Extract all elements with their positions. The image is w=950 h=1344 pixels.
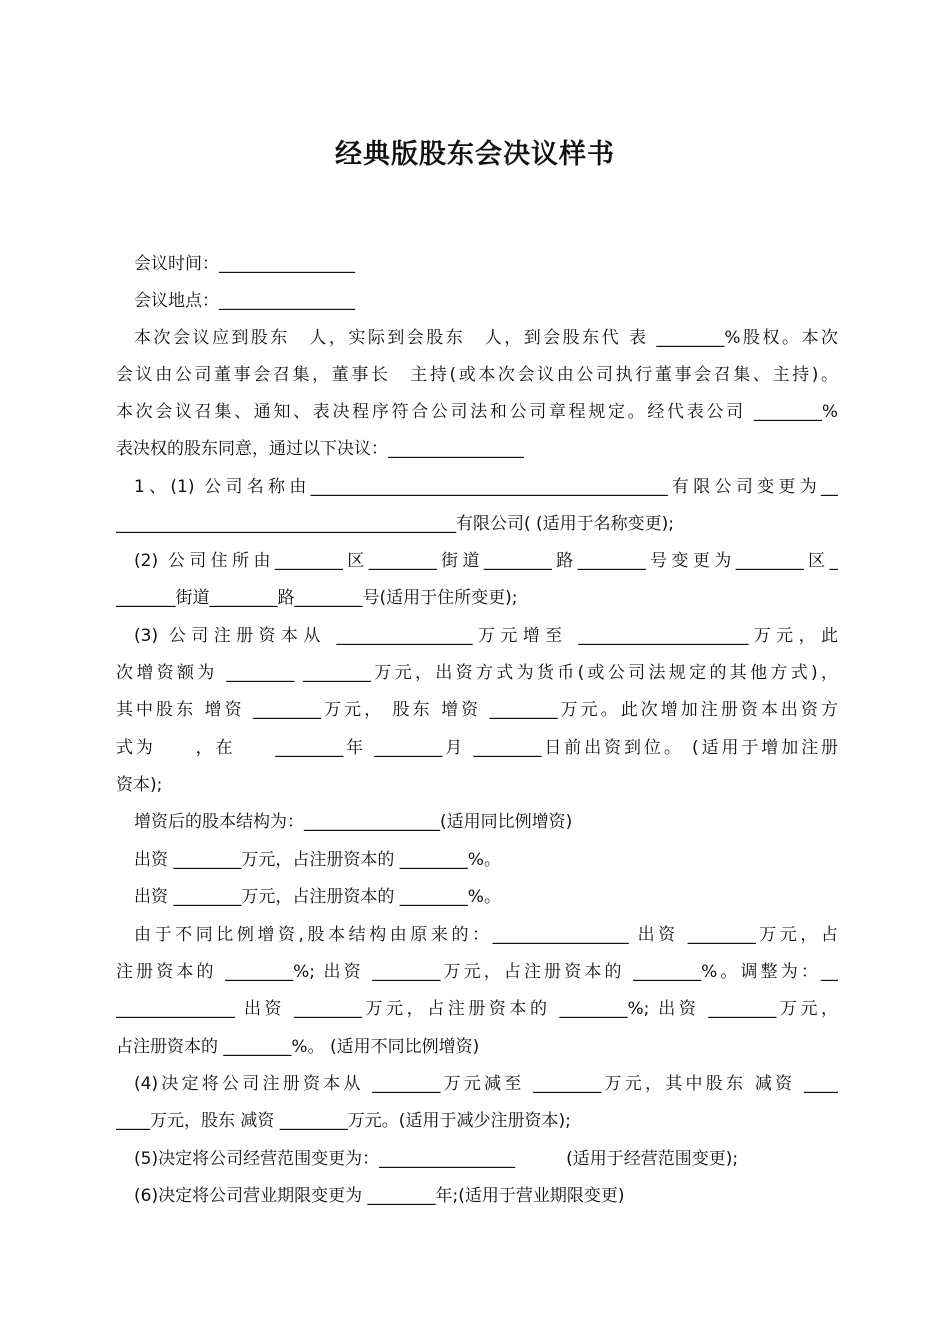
unequal-increase-line: 注册资本的 ________%; 出资 ________万元，占注册资本的 ________%。调整为：__ (116, 962, 838, 982)
resolution-5-line: (5)决定将公司经营范围变更为：________________ (适用于经营范围变更); (134, 1149, 739, 1169)
document-title: 经典版股东会决议样书 (335, 139, 615, 170)
resolution-3-line: 资本); (116, 775, 163, 795)
resolution-3-line: 式为 ，在 ________年 ________月 ________日前出资到位。 (适用于增加注册 (116, 738, 838, 758)
paragraph-line: 本次会议召集、通知、表决程序符合公司法和公司章程规定。经代表公司 ________% (116, 402, 838, 422)
equity-structure-line: 增资后的股本结构为：________________(适用同比例增资) (134, 812, 573, 832)
contribution-line: 出资 ________万元，占注册资本的 ________%。 (134, 850, 501, 870)
unequal-increase-line: ______________ 出资 ________万元，占注册资本的 ________%; 出资 ________万元， (116, 999, 838, 1019)
resolution-4-line: ____万元，股东 减资 ________万元。(适用于减少注册资本); (116, 1111, 571, 1131)
meeting-time-line: 会议时间：________________ (134, 254, 355, 274)
unequal-increase-line: 占注册资本的 ________%。 (适用不同比例增资) (116, 1037, 480, 1057)
paragraph-line: 本次会议应到股东 人，实际到会股东 人，到会股东代 表 ________%股权。本次 (134, 328, 838, 348)
meeting-place-line: 会议地点：________________ (134, 291, 355, 311)
paragraph-line: 表决权的股东同意，通过以下决议：________________ (116, 439, 524, 459)
resolution-3-line: 次增资额为 ________ ________万元，出资方式为货币(或公司法规定的其他方式)， (116, 663, 838, 683)
paragraph-line: 会议由公司董事会召集，董事长 主持(或本次会议由公司执行董事会召集、主持)。 (116, 365, 838, 385)
resolution-3-line: (3) 公司注册资本从 ________________万元增至 ____________________万元，此 (134, 626, 838, 646)
resolution-3-line: 其中股东 增资 ________万元， 股东 增资 ________万元。此次增加注册资本出资方 (116, 700, 838, 720)
contribution-line: 出资 ________万元，占注册资本的 ________%。 (134, 887, 501, 907)
resolution-2-line: (2) 公司住所由________区________街道________路________号变更为________区_ (134, 551, 838, 571)
resolution-4-line: (4)决定将公司注册资本从 ________万元减至 ________万元，其中股东 减资 ____ (134, 1074, 838, 1094)
unequal-increase-line: 由于不同比例增资,股本结构由原来的：________________ 出资 ________万元，占 (134, 925, 838, 945)
resolution-2-line: _______街道________路________号(适用于住所变更); (116, 588, 518, 608)
resolution-6-line: (6)决定将公司营业期限变更为 ________年;(适用于营业期限变更) (134, 1186, 625, 1206)
resolution-1-line: 1、(1) 公司名称由__________________________________________有限公司变更为__ (134, 477, 838, 497)
resolution-1-line: ________________________________________有限公司( (适用于名称变更); (116, 514, 675, 534)
